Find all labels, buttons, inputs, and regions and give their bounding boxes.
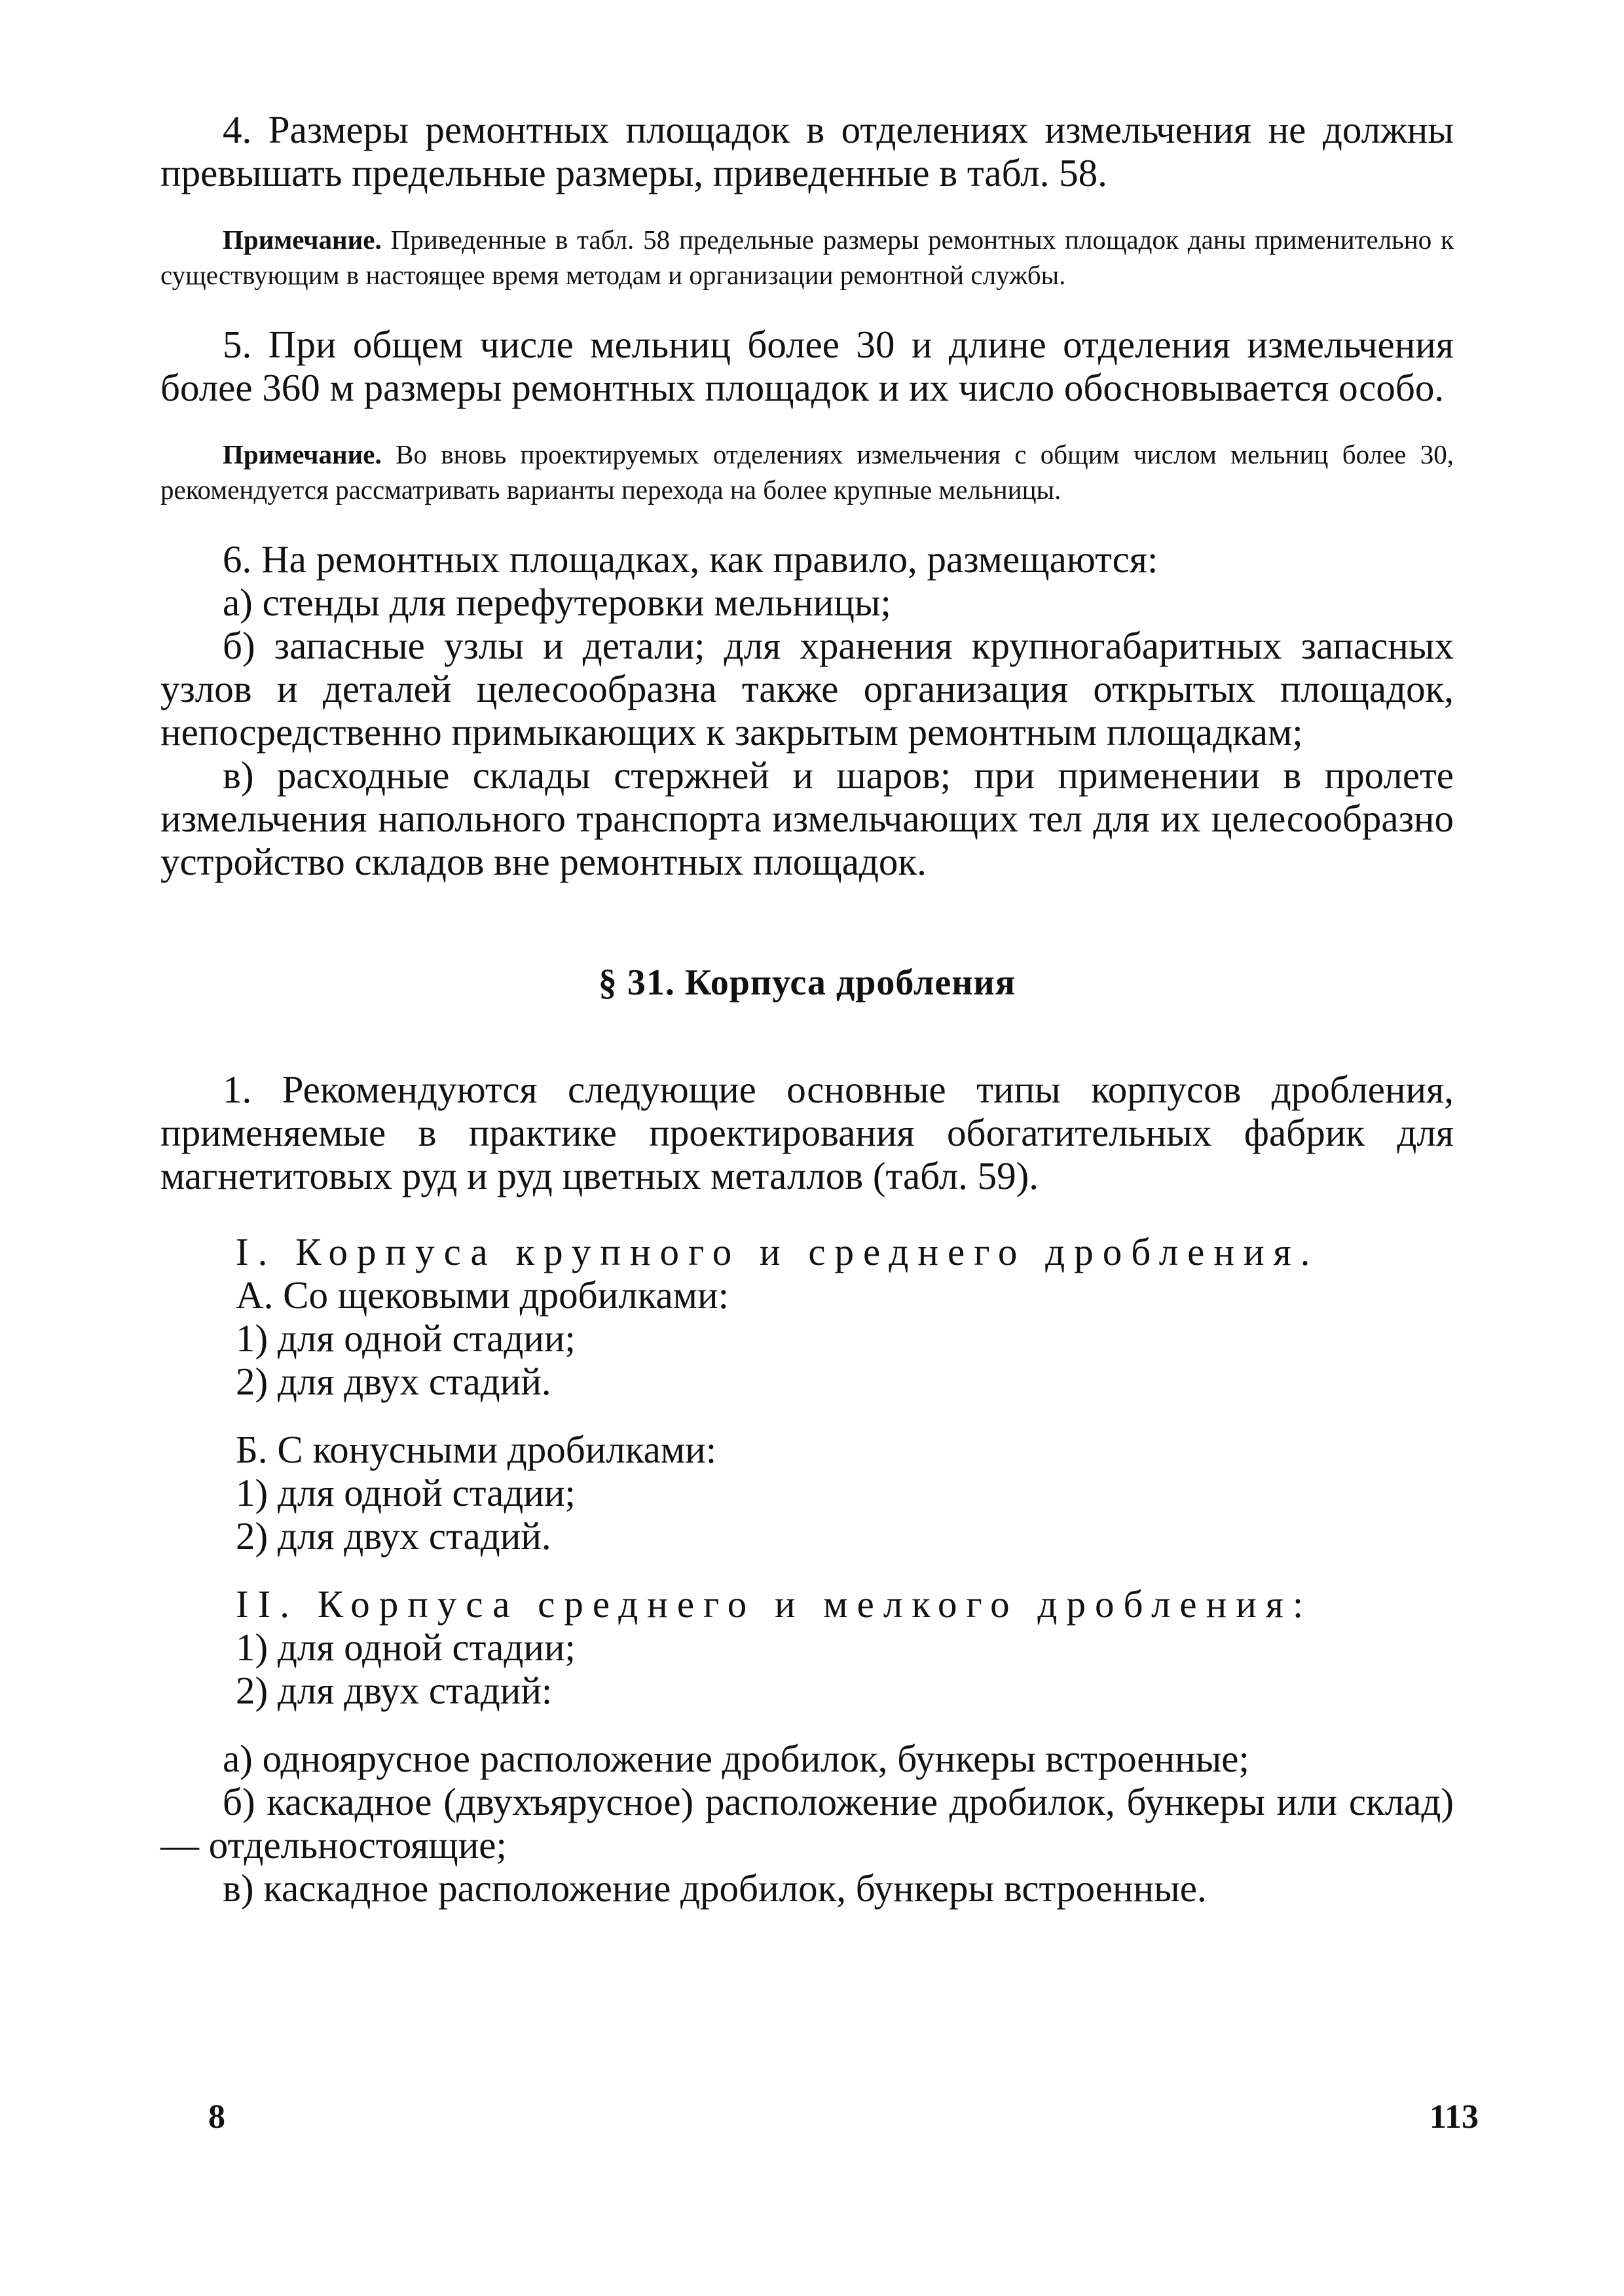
paragraph-6: 6. На ремонтных площадках, как правило, размещаются: [223,538,1158,581]
section-heading: § 31. Корпуса дробления [598,962,1016,1003]
group-a-item-2: 2) для двух стадий. [236,1360,551,1403]
group-b-item-1: 1) для одной стадии; [236,1471,576,1514]
note-1-lead: Примечание. [223,225,382,255]
note-1-body: Приведенные в табл. 58 предельные размеры ремонтных площадок даны применительно к существующим в настоящее время методам и организации ремонтной службы. [160,225,1454,290]
variant-c: в) каскадное расположение дробилок, бункеры встроенные. [223,1867,1207,1910]
group-2-item-2: 2) для двух стадий: [236,1669,553,1712]
paragraph-5: 5. При общем числе мельниц более 30 и длине отделения измельчения более 360 м размеры ремонтных площадок и их число обосновывается особо. [160,323,1454,409]
group-a-title: А. Со щековыми дробилками: [236,1273,729,1317]
group-b-title: Б. С конусными дробилками: [236,1428,717,1471]
section-intro: 1. Рекомендуются следующие основные типы корпусов дробления, применяемые в практике проектирования обогатительных фабрик для магнетитовых руд и руд цветных металлов (табл. 59). [160,1068,1454,1197]
note-2-lead: Примечание. [223,439,382,469]
note-1 [160,222,1454,293]
paragraph-6c: в) расходные склады стержней и шаров; при применении в пролете измельчения напольного транспорта измельчающих тел для их целесообразно устройство складов вне ремонтных площадок. [160,754,1454,883]
note-2 [160,437,1454,507]
page-number: 113 [1429,2098,1479,2136]
variant-a: а) одноярусное расположение дробилок, бункеры встроенные; [223,1737,1249,1780]
signature-mark: 8 [208,2098,225,2136]
group-2-item-1: 1) для одной стадии; [236,1626,576,1669]
paragraph-4: 4. Размеры ремонтных площадок в отделениях измельчения не должны превышать предельные размеры, приведенные в табл. 58. [160,108,1454,194]
group-a-item-1: 1) для одной стадии; [236,1317,576,1360]
note-2-body: Во вновь проектируемых отделениях измельчения с общим числом мельниц более 30, рекомендуется рассматривать варианты перехода на более крупные мельницы. [160,439,1454,505]
group-1-title: I. Корпуса крупного и среднего дробления. [236,1230,1320,1273]
group-b-item-2: 2) для двух стадий. [236,1514,551,1558]
paragraph-6a: а) стенды для перефутеровки мельницы; [223,581,891,624]
variant-b: б) каскадное (двухъярусное) расположение дробилок, бункеры или склад) — отдельностоящие; [160,1780,1454,1867]
paragraph-6b: б) запасные узлы и детали; для хранения крупногабаритных запасных узлов и деталей целесообразна также организация открытых площадок, непосредственно примыкающих к закрытым ремонтным площадкам; [160,624,1454,754]
group-2-title: II. Корпуса среднего и мелкого дробления: [236,1582,1313,1626]
